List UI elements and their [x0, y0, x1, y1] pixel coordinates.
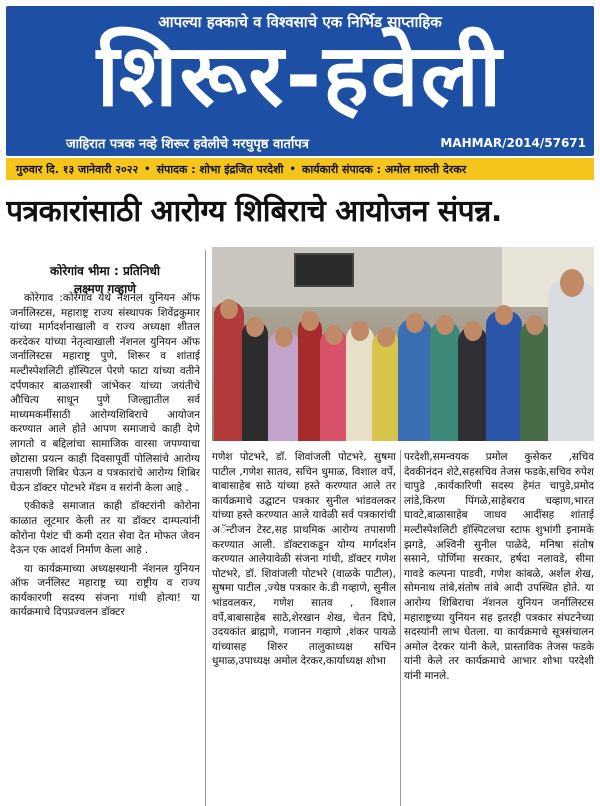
- registration-number: MAHMAR/2014/57671: [440, 136, 586, 150]
- person-head: [351, 321, 369, 341]
- person-head: [377, 327, 395, 347]
- person-head: [560, 269, 584, 297]
- person-figure: [268, 331, 300, 441]
- article-column-2: [212, 450, 396, 806]
- person-figure: [398, 319, 432, 441]
- info-bar: [6, 158, 594, 180]
- article-photo: [212, 247, 594, 441]
- executive-editor-name: कार्यकारी संपादक : अमोल मारुती देरकर: [301, 162, 467, 176]
- tv-screen: [294, 253, 354, 287]
- article-paragraph: परदेशी,समन्वयक प्रमोल कुसेकर ,सचिव देवकीनंदन शेटे,सहसचिव तेजस फडके,सचिव रुपेश चापुडे ,कार्यकारिणी सदस्य हेमंत चापुडे,प्रमोद लांडे,किरण पिंगळे,साहेबराव चव्हाण,भारत घावटे,बाळासाहेब जाधव आदींसह शांताई मल्टीस्पेशलिटी हॉस्पिटलचा स्टाफ शुभांगी इनामके झगडे, अश्विनी सुनील पाळेदे, मनिषा संतोष ससाने, पोर्णिमा सरकार, हर्षदा नलावडे, सीमा गावडे कल्पना पाडवी, गणेश कांबळे, अर्शल शेख, सोमनाथ तांबे,संतोष तांबे आदी उपस्थित होते. या आरोग्य शिबिराचा नॅशनल युनियन जर्नालिस्टस महाराष्ट्रच्या युनियन सह इतरही पत्रकार संघटनेच्या सदस्यांनी लाभ घेतला. या कार्यक्रमाचे सूत्रसंचालन अमोल देरकर यांनी केले, प्रास्ताविक तेजस फडके यांनी केले तर कार्यक्रमाचे आभार शोभा परदेशी यांनी मानले.: [404, 451, 594, 682]
- person-figure: [486, 311, 522, 441]
- person-head: [436, 315, 454, 335]
- person-figure: [458, 327, 488, 441]
- person-head: [275, 327, 293, 347]
- article-column-1: [10, 291, 200, 806]
- article-paragraph: एकीकडे समाजात काही डॉक्टरांनी कोरोना काळात लूटमार केली तर या डॉक्टर दाम्पत्यांनी कोरोना पेशंट ची कमी दरात सेवा देत मोफत जेवन देऊन एक आदर्श निर्माण केला आहे .: [10, 500, 200, 557]
- bullet-icon: •: [144, 163, 151, 175]
- newspaper-title: शिरूर-हवेली: [96, 26, 504, 126]
- byline-location: कोरेगांव भीमा : प्रतिनिधी: [50, 264, 160, 278]
- person-head: [325, 325, 343, 345]
- person-figure: [214, 301, 244, 441]
- person-head: [406, 313, 424, 333]
- person-figure: [320, 329, 348, 441]
- article-paragraph: या कार्यक्रमाच्या अध्यक्षस्थानी नॅशनल युनियन ऑफ जर्नलिस्ट महाराष्ट्र च्या राष्ट्रीय व राज्य कार्यकारणी सदस्य संजना गांधी होत्या! या कार्यक्रमाचे दिपप्रज्वलन डॉक्टर: [10, 562, 200, 619]
- person-figure: [242, 321, 268, 441]
- article-paragraph: कोरेगाव :कोरेगाव येथे नॅशनल युनियन ऑफ जर्नालिस्टस, महाराष्ट्र राज्य संस्थापक शिवेंद्रकुमार यांच्या मार्गदर्शनाखाली व राज्य अध्यक्षा शीतल करदेकर यांच्या नेतृत्वाखाली नॅशनल युनियन ऑफ जर्नालिस्टस महाराष्ट्र पुणे, शिरूर व शांताई मल्टीस्पेशलिटी हॉस्पिटल पेरणे फाटा यांच्या वतीने दर्पणकार बाळशास्त्री जांभेकर यांच्या जयंतीचे औचित्य साधून पुणे जिल्ह्यातील सर्व माध्यमकर्मीसाठी आरोग्यशिबिराचे आयोजन करण्यात आले होते आपण समाजाचे काही देणे लागतो व बद्दिलांचा सामाजिक वारसा जपण्याचा छोटासा प्रयत्न काही दिवसापूर्वी पोलिसांचे आरोग्य तपासणी शिबिर घेऊन व पत्रकारांचे आरोग्य शिबिर घेऊन डॉक्टर पोटभरे मॅडम व सरांनी केला आहे .: [10, 292, 200, 494]
- person-figure: [372, 331, 400, 441]
- bullet-icon: •: [289, 163, 296, 175]
- editor-name: संपादक : शोभा इंद्रजित परदेशी: [156, 162, 284, 176]
- person-head: [464, 321, 482, 341]
- person-figure: [298, 317, 322, 441]
- masthead: [6, 6, 594, 156]
- person-figure: [346, 325, 374, 441]
- masthead-tagline: आपल्या हक्काचे व विश्वसाचे एक निर्भिड साप्ताहिक: [158, 13, 442, 31]
- byline-reporter: लक्ष्मण गव्हाणे: [74, 282, 136, 296]
- person-head: [495, 305, 513, 325]
- person-figure: [548, 281, 594, 441]
- column-divider: [400, 450, 401, 806]
- person-head: [301, 311, 319, 331]
- person-head: [220, 299, 238, 319]
- masthead-subtagline: जाहिरात पत्रक नव्हे शिरूर हवेलीचे मरघुपृष्ठ वार्तापत्र: [66, 137, 309, 152]
- article-headline: पत्रकारांसाठी आरोग्य शिबिराचे आयोजन संपन्न.: [6, 194, 502, 229]
- person-head: [526, 315, 544, 335]
- article-column-3: [404, 450, 594, 806]
- person-figure: [430, 321, 460, 441]
- issue-date: गुरुवार दि. १३ जानेवारी २०२२: [16, 162, 139, 176]
- article-paragraph: गणेश पोटभरे, डॉ. शिवांजली पोटभरे, सुषमा पाटील ,गणेश सातव, सचिन धुमाळ, विशाल वर्पे, बाबासाहेब साठे यांच्या हस्ते करण्यात आले तर कार्यक्रमाचे उद्घाटन पत्रकार सुनील भांडवलकर यांच्या हस्ते करण्यात आले यावेळी सर्व पत्रकारांची अॅन्टीजन टेस्ट,सह प्राथमिक आरोग्य तपासणी करण्यात आली. डॉक्टराकडून योग्य मार्गदर्शन करण्यात आलेयावेळी संजना गांधी, डॉक्टर गणेश पोटभरे, डॉ. शिवांजली पोटभरे (वाळके पाटील), सुषमा पाटील ,ज्येष्ठ पत्रकार के.डी गव्हाणे, सुनील भांडवलकर, गणेश सातव , विशाल वर्पे,बाबासाहेब साठे,शेरखान शेख, चेतन दिघे, उदयकांत ब्राह्मणे, गजानन गव्हाणे ,शंकर पायळे यांच्यासह शिरुर तालुकाध्यक्ष सचिन धुमाळ,उपाध्यक्ष अमोल देरकर,कार्याध्यक्ष शोभा: [212, 451, 396, 668]
- person-figure: [520, 321, 550, 441]
- person-head: [246, 317, 264, 337]
- column-divider: [205, 250, 206, 806]
